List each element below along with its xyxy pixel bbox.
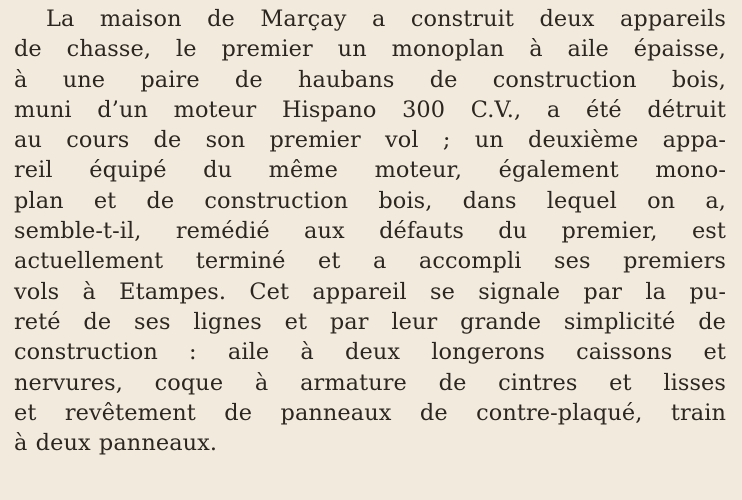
text-line-5: au cours de son premier vol ; un deuxième appa- [14, 127, 726, 154]
text-line-13: nervures, coque à armature de cintres et lisses [14, 369, 726, 396]
text-line-12: construction : aile à deux longerons caissons et [14, 339, 726, 366]
text-line-11: reté de ses lignes et par leur grande simplicité de [14, 308, 726, 335]
text-line-8: semble-t-il, remédié aux défauts du premier, est [14, 218, 726, 245]
text-line-2: de chasse, le premier un monoplan à aile épaisse, [14, 36, 726, 63]
text-line-9: actuellement terminé et a accompli ses premiers [14, 248, 726, 275]
text-line-4: muni d’un moteur Hispano 300 C.V., a été détruit [14, 96, 726, 123]
text-line-14: et revêtement de panneaux de contre-plaqué, train [14, 399, 726, 426]
text-line-15: à deux panneaux. [14, 430, 218, 457]
text-line-1: La maison de Marçay a construit deux appareils [46, 6, 726, 32]
article-paragraph [14, 4, 726, 458]
text-line-7: plan et de construction bois, dans lequel on a, [14, 187, 726, 214]
text-line-6: reil équipé du même moteur, également mono- [14, 157, 726, 184]
text-line-3: à une paire de haubans de construction bois, [14, 66, 726, 93]
text-line-10: vols à Etampes. Cet appareil se signale par la pu- [14, 278, 726, 305]
